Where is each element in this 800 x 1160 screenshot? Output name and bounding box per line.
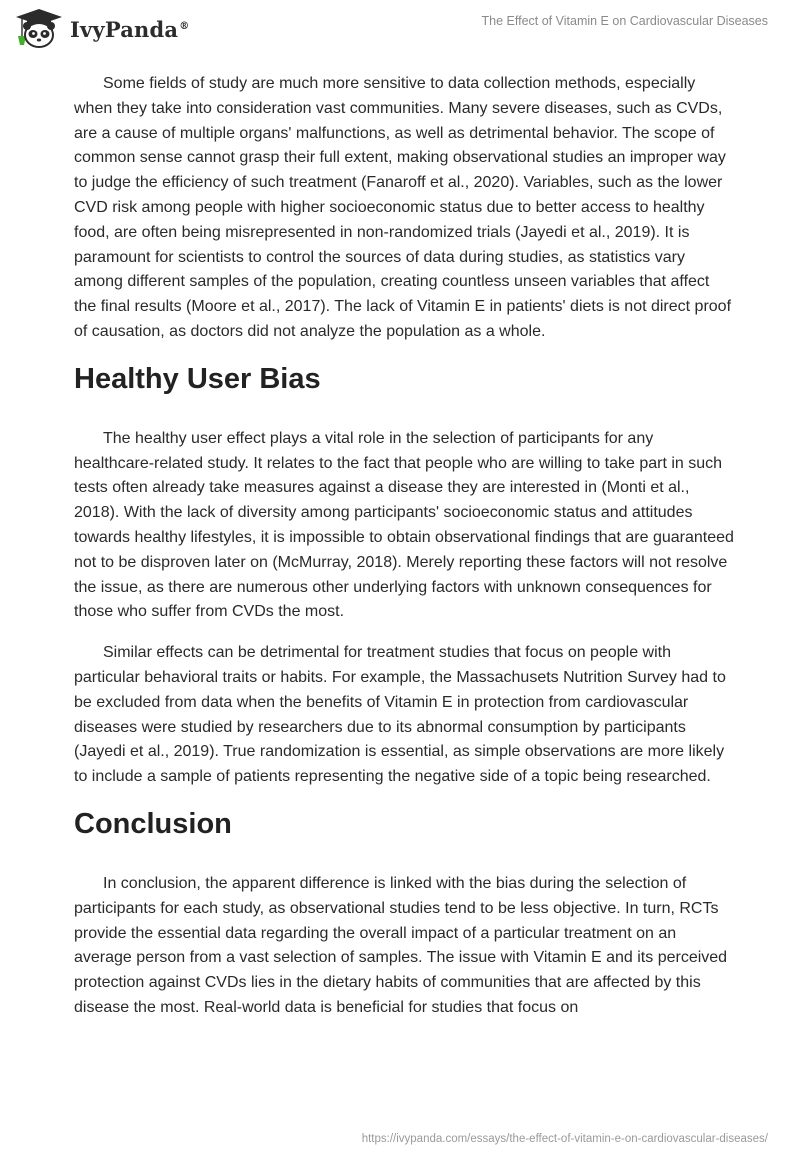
brand-name: IvyPanda® <box>70 16 190 42</box>
healthy-bias-paragraph-2: Similar effects can be detrimental for treatment studies that focus on people with particular behavioral traits or habits. For example, the Massachusets Nutrition Survey had to be excluded from data when the benefits of Vitamin E in protection from cardiovascular diseases were studied by researchers due to its abnormal consumption by participants (Jayedi et al., 2019). True randomization is essential, as simple observations are more likely to include a sample of patients representing the negative side of a topic being researched. <box>74 644 726 786</box>
healthy-bias-paragraph-1: The healthy user effect plays a vital role in the selection of participants for any healthcare-related study. It relates to the fact that people who are willing to take part in such tests often already take measures against a disease they are interested in (Monti et al., 2018). With the lack of diversity among participants' socioeconomic status and attitudes towards healthy lifestyles, it is impossible to obtain observational findings that are guaranteed not to be disproven later on (McMurray, 2018). Merely reporting these factors will not resolve the issue, as there are numerous other underlying factors with unknown consequences for those who suffer from CVDs the most. <box>74 429 734 621</box>
ivypanda-logo[interactable] <box>14 8 189 50</box>
document-title: The Effect of Vitamin E on Cardiovascular Diseases <box>481 14 768 28</box>
heading-healthy-user-bias: Healthy User Bias <box>74 362 321 395</box>
intro-paragraph: Some fields of study are much more sensitive to data collection methods, especially when they take into consideration vast communities. Many severe diseases, such as CVDs, are a cause of multiple organs' malfunctions, as well as detrimental behavior. The scope of common sense cannot grasp their full extent, making observational studies an improper way to judge the efficiency of such treatment (Fanaroff et al., 2020). Variables, such as the lower CVD risk among people with higher socioeconomic status due to better access to healthy food, are often being misrepresented in non-randomized trials (Jayedi et al., 2019). It is paramount for scientists to control the sources of data during studies, as statistics vary among different samples of the population, creating countless unseen variables that affect the final results (Moore et al., 2017). The lack of Vitamin E in patients' diets is not direct proof of causation, as doctors did not analyze the population as a whole. <box>74 75 732 340</box>
panda-graduate-icon <box>14 8 64 50</box>
conclusion-paragraph-1: In conclusion, the apparent difference is linked with the bias during the selection of participants for each study, as observational studies tend to be less objective. In turn, RCTs provide the essential data regarding the overall impact of a particular treatment on an average person from a vast selection of samples. The issue with Vitamin E and its perceived protection against CVDs lies in the dietary habits of communities that are affected by this disease the most. Real-world data is beneficial for studies that focus on <box>74 874 728 1016</box>
page-header <box>0 0 800 60</box>
heading-conclusion: Conclusion <box>74 807 232 840</box>
source-url[interactable]: https://ivypanda.com/essays/the-effect-of-vitamin-e-on-cardiovascular-diseases/ <box>361 1133 768 1145</box>
essay-content <box>74 72 734 1037</box>
